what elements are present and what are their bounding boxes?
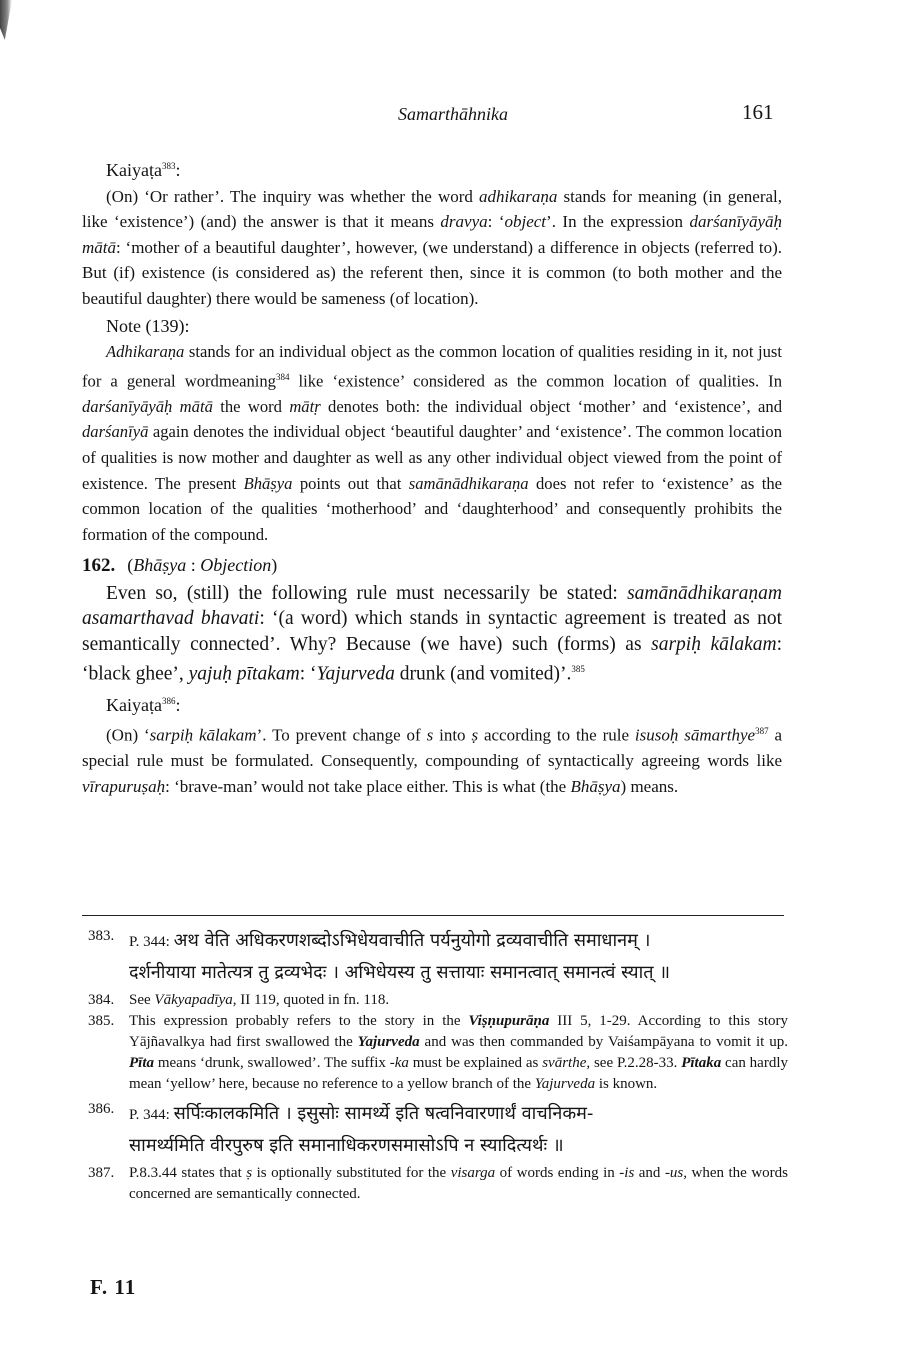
footnote-divider bbox=[82, 915, 784, 916]
main-text bbox=[82, 152, 782, 799]
footnote-387: 387. P.8.3.44 states that ṣ is optionally substituted for the visarga of words ending in -is and -us, when the words concerned are semantically connected. bbox=[88, 1165, 788, 1202]
footnote-385: 385. This expression probably refers to the story in the Viṣṇupurāṇa III 5, 1-29. According to this story Yājñavalkya had first swallowed the Yajurveda and was then commanded by Vaiśampāyana to vomit it up. Pīta means ‘drunk, swallowed’. The suffix -ka must be explained as svārthe, see P.2.28-33. Pītaka can hardly mean ‘yellow’ here, because no reference to a yellow branch of the Yajurveda is known. bbox=[88, 1013, 789, 1092]
footnotes bbox=[88, 926, 788, 1205]
note-139-paragraph: Adhikaraṇa stands for an individual object as the common location of qualities residing in it, not just for a general wordmeaning$^{384}$ like ‘existence’ considered as the common location of qualities. In darśanīyāyāḥ mātā the word mātṛ denotes both: the individual object ‘mother’ and ‘existence’, and darśanīyā again denotes the individual object ‘beautiful daughter’ and ‘existence’. The common location of qualities is now mother and daughter as well as any other individual object viewed from the point of existence. The present Bhāṣya points out that samānādhikaraṇa does not refer to ‘existence’ as the common location of the qualities ‘motherhood’ and ‘daughterhood’ and consequently prohibits the formation of the compound. bbox=[82, 342, 783, 544]
kaiyata-386-paragraph: (On) ‘sarpiḥ kālakam’. To prevent change of s into ṣ according to the rule isusoḥ sāmarthye$^{387}$ a special rule must be formulated. Consequently, compounding of syntactically agreeing words like vīrapuruṣaḥ: ‘brave-man’ would not take place either. This is what (the Bhāṣya) means. bbox=[82, 725, 783, 796]
note-139-label: Note (139): bbox=[106, 315, 190, 336]
footnote-383: 383. P. 344: अथ वेति अधिकरणशब्दोऽभिधेयवाचीति पर्यनुयोगो द्रव्यवाचीति समाधानम् । bbox=[88, 928, 651, 951]
kaiyata-383-label: Kaiyaṭa$^{383}$: bbox=[106, 160, 181, 180]
scan-edge-mark bbox=[0, 0, 12, 40]
section-162-heading: 162. (Bhāṣya : Objection) bbox=[82, 555, 278, 577]
kaiyata-383-paragraph: (On) ‘Or rather’. The inquiry was whether the word adhikaraṇa stands for meaning (in general, like ‘existence’) (and) the answer is that it means dravya: ‘object’. In the expression darśanīyāyāḥ mātā: ‘mother of a beautiful daughter’, however, (we understand) a difference in objects (referred to). But (if) existence (is considered as) the referent then, since it is common (to both mother and the beautiful daughter) there would be sameness (of location). bbox=[82, 186, 782, 308]
footnote-383-continuation: दर्शनीयाया मातेत्यत्र तु द्रव्यभेदः । अभिधेयस्य तु सत्तायाः समानत्वात् समानत्वं स्यात् ॥ bbox=[129, 962, 671, 983]
signature-mark: F. 11 bbox=[90, 1275, 137, 1299]
footnote-384: 384. See Vākyapadīya, II 119, quoted in fn. 118. bbox=[88, 992, 390, 1008]
page-number: 161 bbox=[742, 100, 774, 124]
kaiyata-386-label: Kaiyaṭa$^{386}$: bbox=[106, 695, 181, 716]
footnote-386: 386. P. 344: सर्पिःकालकमिति । इसुसोः सामर्थ्ये इति षत्वनिवारणार्थं वाचनिकम- bbox=[88, 1101, 594, 1124]
running-title: Samarthāhnika bbox=[398, 104, 508, 124]
bhasya-162-paragraph: Even so, (still) the following rule must necessarily be stated: samānādhikaraṇam asamarthavad bhavati: ‘(a word) which stands in syntactic agreement is treated as not semantically connected’. Why? Because (we have) such (forms) as sarpiḥ kālakam: ‘black ghee’, yajuḥ pītakam: ‘Yajurveda drunk (and vomited)’.$^{385}$ bbox=[82, 583, 782, 685]
footnote-386-continuation: सामर्थ्यमिति वीरपुरुष इति समानाधिकरणसमासोऽपि न स्यादित्यर्थः ॥ bbox=[129, 1135, 564, 1156]
